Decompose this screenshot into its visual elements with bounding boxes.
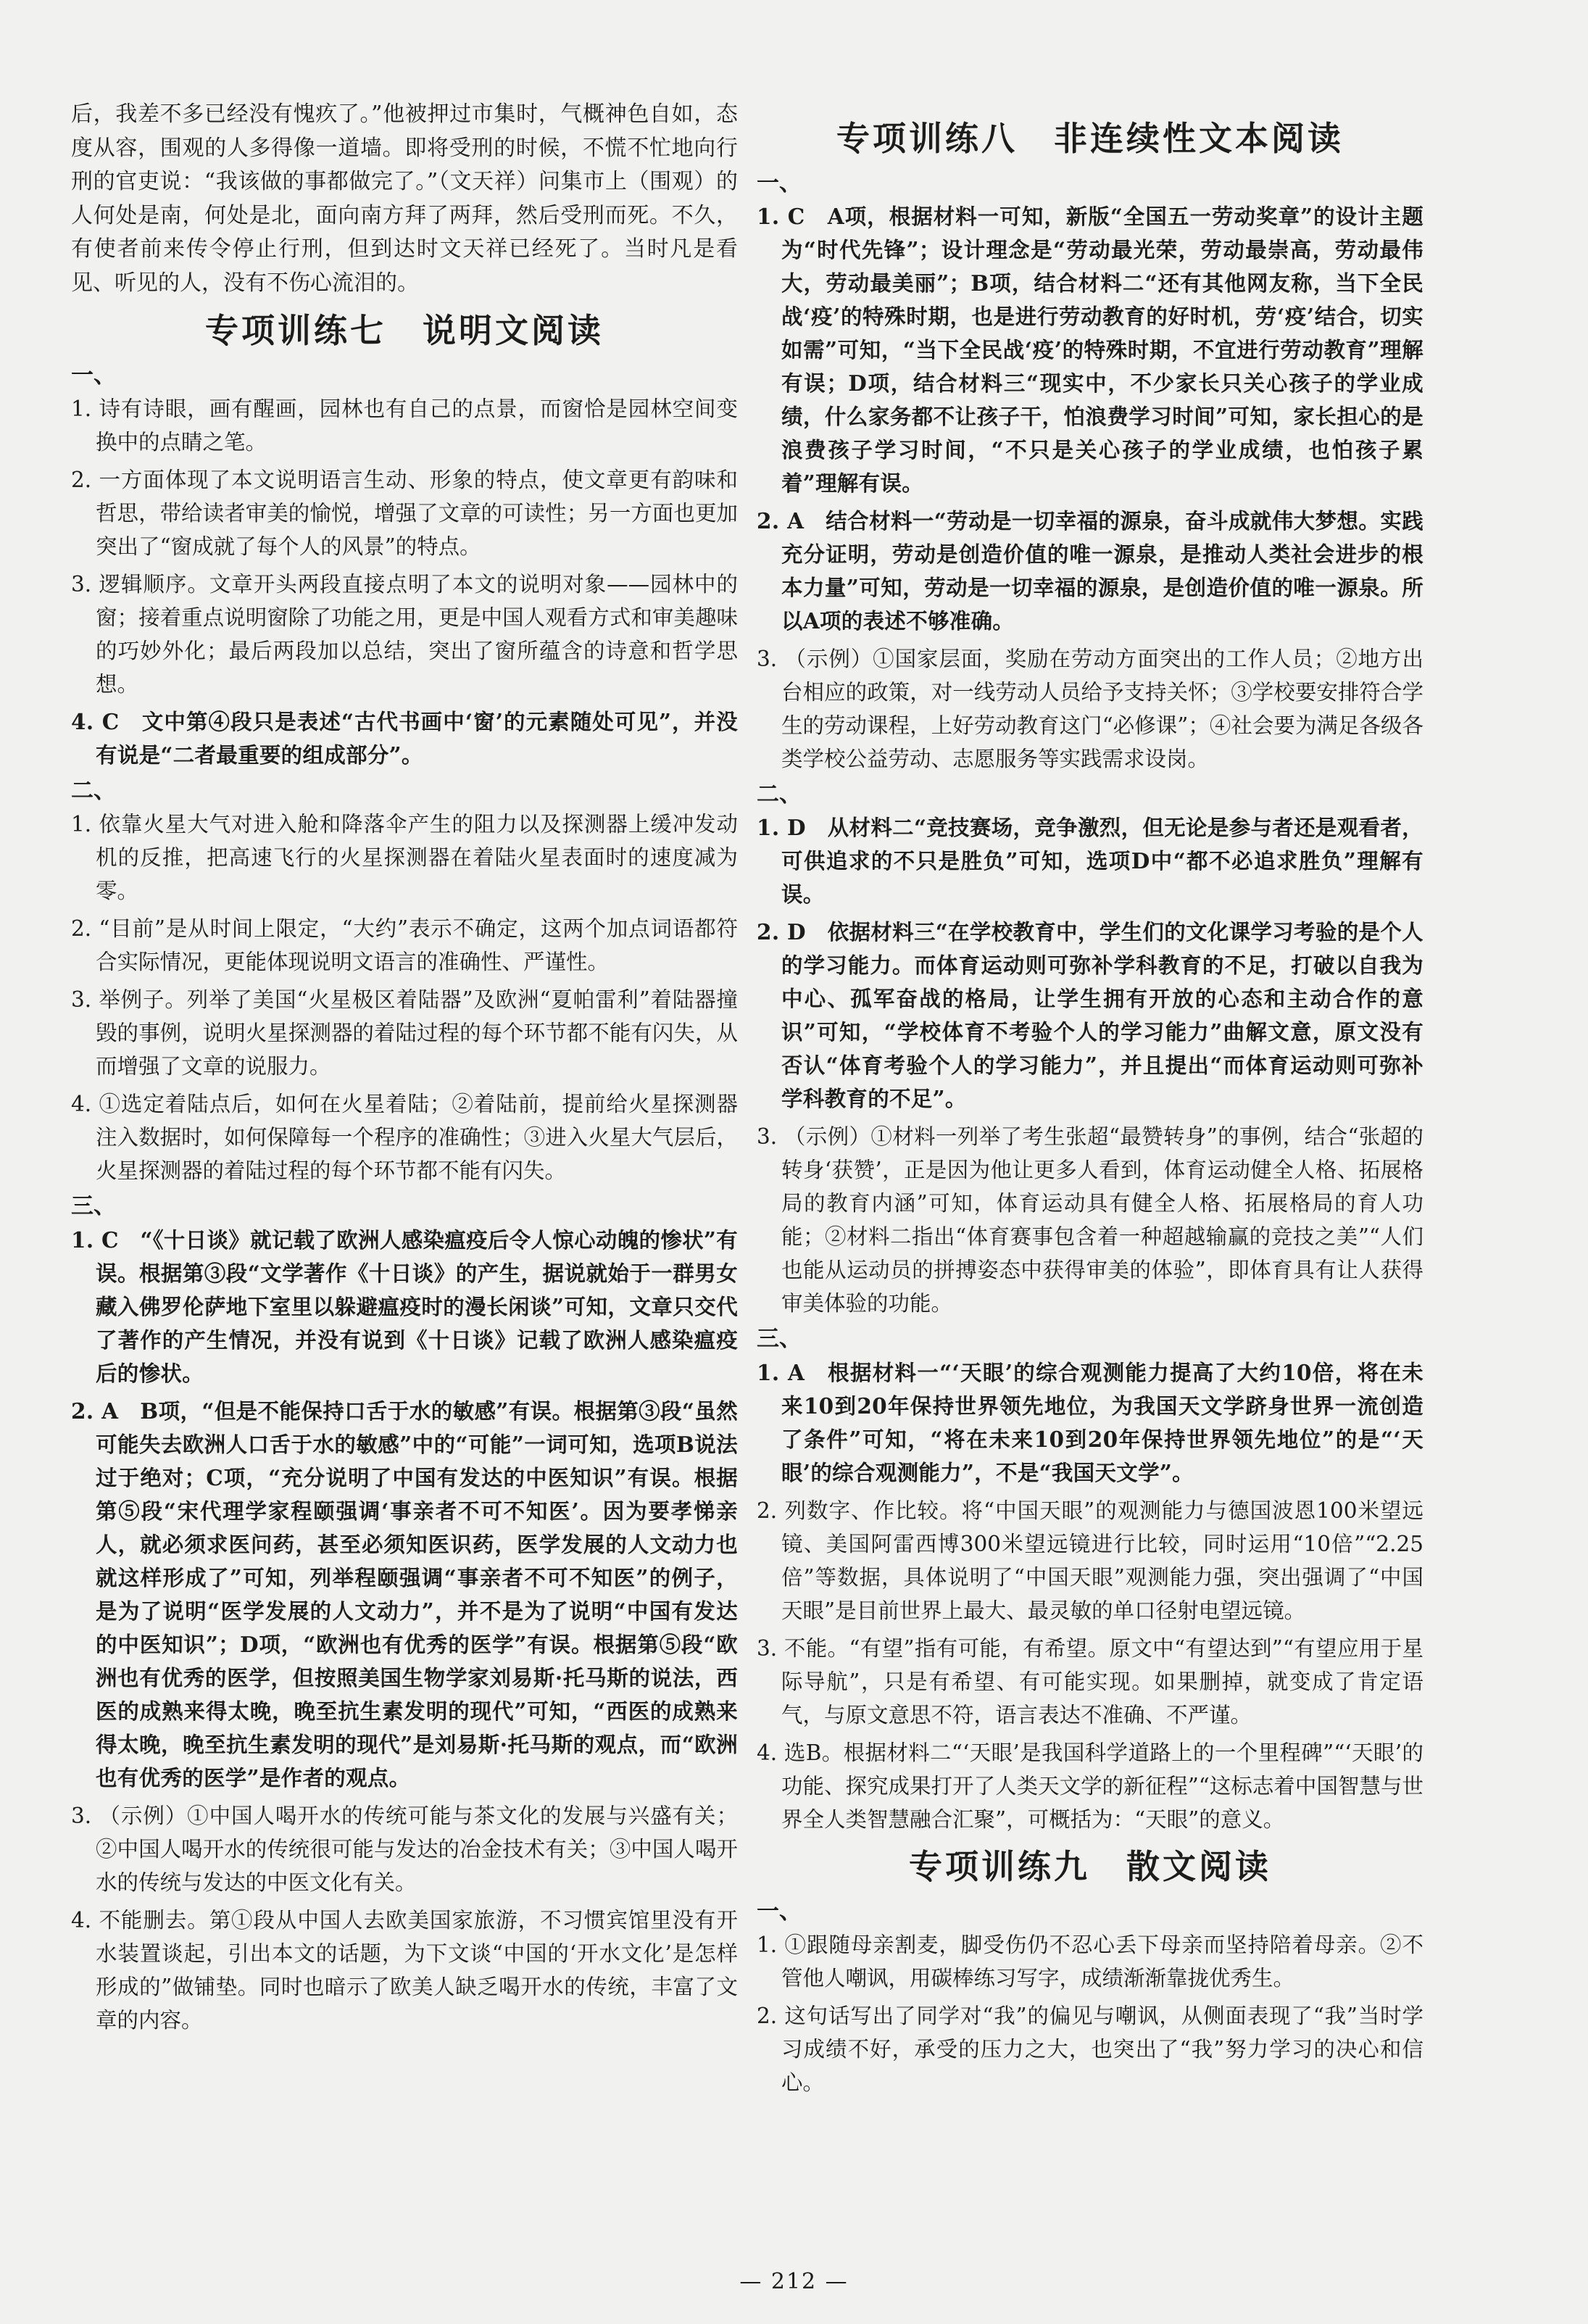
part-heading: 一、 [71, 362, 116, 389]
answer-item: 1. A 根据材料一“‘天眼’的综合观测能力提高了大约10倍，将在未来10到20年保持世界领先地位，为我国天文学跻身世界一流创造了条件”可知，“将在未来10到20年保持世界领先地位”的是“‘天眼’的综合观测能力”，不是“我国天文学”。 [757, 1359, 1423, 1485]
intro-paragraph: 后，我差不多已经没有愧疚了。”他被押过市集时，气概神色自如，态度从容，围观的人多得像一道墙。即将受刑的时候，不慌不忙地向行刑的官吏说：“我该做的事都做完了。”（文天祥）问集市上（围观）的人何处是南，何处是北，面向南方拜了两拜，然后受刑而死。不久，有使者前来传令停止行刑，但到达时文天祥已经死了。当时凡是看见、听见的人，没有不伤心流泪的。 [71, 101, 738, 296]
answer-item: 2. A 结合材料一“劳动是一切幸福的源泉，奋斗成就伟大梦想。实践充分证明，劳动是创造价值的唯一源泉，是推动人类社会进步的根本力量”可知，劳动是一切幸福的源泉，是创造价值的唯一源泉。所以A项的表述不够准确。 [757, 508, 1423, 634]
answer-item: 1. 诗有诗眼，画有醒画，园林也有自己的点景，而窗恰是园林空间变换中的点睛之笔。 [71, 397, 738, 455]
answer-item: 2. 这句话写出了同学对“我”的偏见与嘲讽，从侧面表现了“我”当时学习成绩不好，承受的压力之大，也突出了“我”努力学习的决心和信心。 [757, 2003, 1423, 2095]
part-heading: 三、 [757, 1326, 802, 1353]
answer-item: 2. 列数字、作比较。将“中国天眼”的观测能力与德国波恩100米望远镜、美国阿雷西博300米望远镜进行比较，同时运用“10倍”“2.25倍”等数据，具体说明了“中国天眼”观测能力强，突出强调了“中国天眼”是目前世界上最大、最灵敏的单口径射电望远镜。 [757, 1498, 1423, 1623]
answer-item: 4. 选B。根据材料二“‘天眼’是我国科学道路上的一个里程碑”“‘天眼’的功能、探究成果打开了人类天文学的新征程”“这标志着中国智慧与世界全人类智慧融合汇聚”，可概括为：“天眼”的意义。 [757, 1740, 1423, 1832]
answer-item: 2. A B项，“但是不能保持口舌于水的敏感”有误。根据第③段“虽然可能失去欧洲人口舌于水的敏感”中的“可能”一词可知，选项B说法过于绝对；C项，“充分说明了中国有发达的中医知识”有误。根据第⑤段“宋代理学家程颐强调‘事亲者不可不知医’。因为要孝悌亲人，就必须求医问药，甚至必须知医识药，医学发展的人文动力也就这样形成了”可知，列举程颐强调“事亲者不可不知医”的例子，是为了说明“医学发展的人文动力”，并不是为了说明“中国有发达的中医知识”；D项，“欧洲也有优秀的医学”有误。根据第⑤段“欧洲也有优秀的医学，但按照美国生物学家刘易斯·托马斯的说法，西医的成熟来得太晚，晚至抗生素发明的现代”可知，“西医的成熟来得太晚，晚至抗生素发明的现代”是刘易斯·托马斯的观点，而“欧洲也有优秀的医学”是作者的观点。 [71, 1398, 738, 1790]
page-number: — 212 — [739, 2269, 849, 2294]
answer-item: 1. 依靠火星大气对进入舱和降落伞产生的阻力以及探测器上缓冲发动机的反推，把高速飞行的火星探测器在着陆火星表面时的速度减为零。 [71, 812, 738, 904]
answer-item: 3. 不能。“有望”指有可能，有希望。原文中“有望达到”“有望应用于星际导航”，只是有希望、有可能实现。如果删掉，就变成了肯定语气，与原文意思不符，语言表达不准确、不严谨。 [757, 1635, 1423, 1727]
part-heading: 二、 [757, 781, 802, 808]
answer-item: 3. 举例子。列举了美国“火星极区着陆器”及欧洲“夏帕雷利”着陆器撞毁的事例，说明火星探测器的着陆过程的每个环节都不能有闪失，从而增强了文章的说服力。 [71, 987, 738, 1079]
part-heading: 一、 [757, 1898, 802, 1925]
part-heading: 三、 [71, 1193, 116, 1220]
left-column [71, 98, 738, 2041]
answer-item: 4. C 文中第④段只是表述“古代书画中‘窗’的元素随处可见”，并没有说是“二者最重要的组成部分”。 [71, 709, 738, 768]
section-title-7: 专项训练七 说明文阅读 [205, 311, 604, 350]
part-heading: 一、 [757, 170, 802, 196]
answer-item: 3. 逻辑顺序。文章开头两段直接点明了本文的说明对象——园林中的窗；接着重点说明窗除了功能之用，更是中国人观看方式和审美趣味的巧妙外化；最后两段加以总结，突出了窗所蕴含的诗意和哲学思想。 [71, 572, 738, 697]
answer-item: 1. C “《十日谈》就记载了欧洲人感染瘟疫后令人惊心动魄的惨状”有误。根据第③段“文学著作《十日谈》的产生，据说就始于一群男女藏入佛罗伦萨地下室里以躲避瘟疫时的漫长闲谈”可知，文章只交代了著作的产生情况，并没有说到《十日谈》记载了欧洲人感染瘟疫后的惨状。 [71, 1227, 738, 1386]
section-title-8: 专项训练八 非连续性文本阅读 [836, 119, 1344, 158]
answer-item: 2. D 依据材料三“在学校教育中，学生们的文化课学习考验的是个人的学习能力。而体育运动则可弥补学科教育的不足，打破以自我为中心、孤军奋战的格局，让学生拥有开放的心态和主动合作的意识”可知，“学校体育不考验个人的学习能力”曲解文意，原文没有否认“体育考验个人的学习能力”，并且提出“而体育运动则可弥补学科教育的不足”。 [757, 919, 1423, 1112]
answer-item: 4. 不能删去。第①段从中国人去欧美国家旅游，不习惯宾馆里没有开水装置谈起，引出本文的话题，为下文谈“中国的‘开水文化’是怎样形成的”做铺垫。同时也暗示了欧美人缺乏喝开水的传统，丰富了文章的内容。 [71, 1907, 738, 2033]
answer-item: 2. 一方面体现了本文说明语言生动、形象的特点，使文章更有韵味和哲思，带给读者审美的愉悦，增强了文章的可读性；另一方面也更加突出了“窗成就了每个人的风景”的特点。 [71, 468, 738, 560]
right-column [757, 98, 1423, 2104]
answer-item: 1. C A项，根据材料一可知，新版“全国五一劳动奖章”的设计主题为“时代先锋”；设计理念是“劳动最光荣，劳动最崇高，劳动最伟大，劳动最美丽”；B项，结合材料二“还有其他网友称，当下全民战‘疫’的特殊时期，也是进行劳动教育的好时机，劳‘疫’结合，切实如需”可知，“当下全民战‘疫’的特殊时期，不宜进行劳动教育”理解有误；D项，结合材料三“现实中，不少家长只关心孩子的学业成绩，什么家务都不让孩子干，怕浪费学习时间”可知，家长担心的是浪费孩子学习时间，“不只是关心孩子的学业成绩，也怕孩子累着”理解有误。 [757, 204, 1423, 497]
answer-item: 3. （示例）①材料一列举了考生张超“最赞转身”的事例，结合“张超的转身‘获赞’，正是因为他让更多人看到，体育运动健全人格、拓展格局的教育内涵”可知，体育运动具有健全人格、拓展格局的育人功能；②材料二指出“体育赛事包含着一种超越输赢的竞技之美”“人们也能从运动员的拼搏姿态中获得审美的体验”，即体育具有让人获得审美体验的功能。 [757, 1124, 1423, 1316]
answer-item: 1. D 从材料二“竞技赛场，竞争激烈，但无论是参与者还是观看者，可供追求的不只是胜负”可知，选项D中“都不必追求胜负”理解有误。 [757, 815, 1423, 908]
section-title-9: 专项训练九 散文阅读 [909, 1846, 1271, 1886]
answer-item: 3. （示例）①中国人喝开水的传统可能与茶文化的发展与兴盛有关；②中国人喝开水的传统很可能与发达的冶金技术有关；③中国人喝开水的传统与发达的中医文化有关。 [71, 1803, 738, 1895]
part-heading: 二、 [71, 778, 116, 805]
answer-item: 4. ①选定着陆点后，如何在火星着陆；②着陆前，提前给火星探测器注入数据时，如何保障每一个程序的准确性；③进入火星大气层后，火星探测器的着陆过程的每个环节都不能有闪失。 [71, 1092, 738, 1184]
answer-item: 3. （示例）①国家层面，奖励在劳动方面突出的工作人员；②地方出台相应的政策，对一线劳动人员给予支持关怀；③学校要安排符合学生的劳动课程，上好劳动教育这门“必修课”；④社会要为满足各级各类学校公益劳动、志愿服务等实践需求设岗。 [757, 647, 1423, 772]
answer-item: 2. “目前”是从时间上限定，“大约”表示不确定，这两个加点词语都符合实际情况，更能体现说明文语言的准确性、严谨性。 [71, 916, 738, 975]
answer-item: 1. ①跟随母亲割麦，脚受伤仍不忍心丢下母亲而坚持陪着母亲。②不管他人嘲讽，用碳棒练习写字，成绩渐渐靠拢优秀生。 [757, 1932, 1423, 1991]
